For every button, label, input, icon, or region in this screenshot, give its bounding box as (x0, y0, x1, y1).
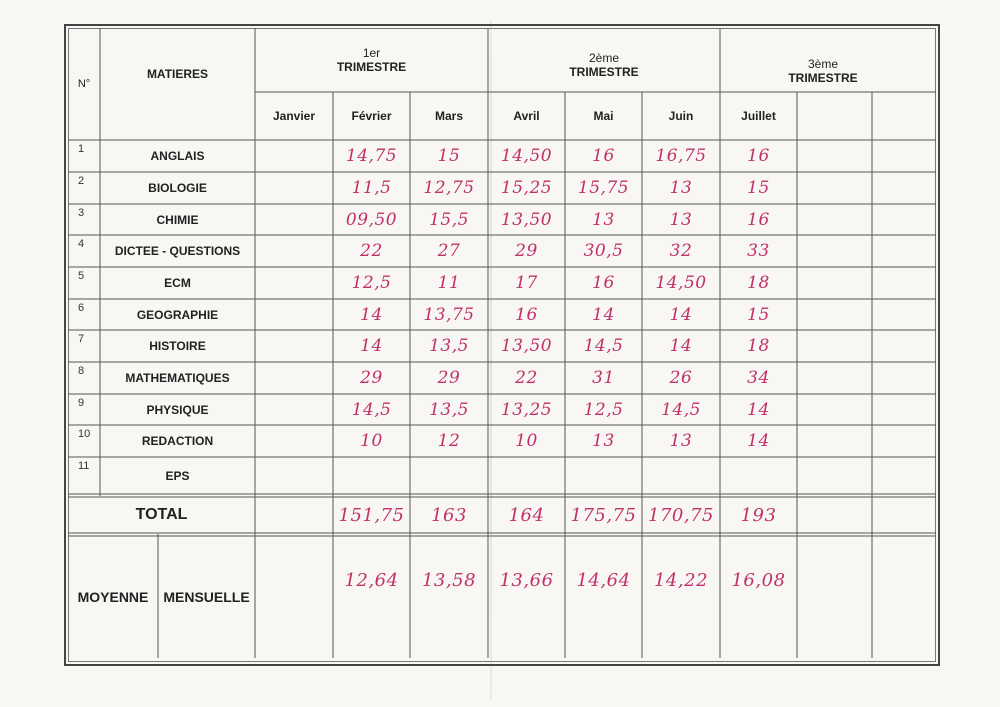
trimester-3-label: TRIMESTRE (788, 71, 858, 85)
total-label: TOTAL (135, 506, 188, 523)
row-number: 11 (78, 460, 90, 472)
grade-cell: 29 (437, 368, 461, 388)
grade-cell: 16 (592, 146, 615, 166)
grade-cell: 22 (360, 241, 383, 261)
grade-cell: 12,5 (583, 399, 624, 420)
grade-cell (642, 457, 720, 494)
grade-cell (255, 425, 333, 457)
grade-cell: 18 (747, 273, 770, 293)
grade-cell (565, 457, 642, 494)
average-cell: 14,22 (653, 569, 709, 591)
num-column-header: N° (77, 78, 91, 90)
grade-cell: 14,5 (583, 336, 624, 356)
grade-cell (255, 235, 333, 267)
month-header-fevrier: Février (351, 109, 392, 123)
grade-cell: 13 (592, 209, 615, 230)
grade-cell (255, 394, 333, 425)
grade-cell: 30,5 (583, 241, 624, 261)
month-header-avril: Avril (513, 109, 540, 123)
average-cell: 14,64 (576, 569, 631, 591)
total-cell: 193 (740, 504, 777, 526)
grade-cell: 15,25 (500, 178, 553, 198)
grade-cell: 14 (592, 304, 615, 325)
trimester-1-header (255, 28, 488, 92)
grade-cell: 15,5 (429, 209, 469, 230)
grade-cell: 15 (747, 304, 770, 325)
grade-cell: 12,75 (423, 178, 475, 198)
grade-cell (720, 457, 797, 494)
grade-cell: 16 (747, 209, 770, 230)
subject-name: REDACTION (141, 434, 214, 448)
trimester-2-ordinal: 2ème (588, 51, 620, 65)
grade-cell: 22 (515, 368, 538, 388)
total-cell: 151,75 (338, 504, 405, 526)
grade-cell: 13 (669, 178, 693, 198)
month-header-mars: Mars (434, 109, 463, 123)
row-number: 7 (78, 333, 85, 345)
grade-cell (410, 457, 488, 494)
grade-cell: 10 (515, 431, 538, 451)
subject-name: EPS (165, 468, 190, 483)
subject-name: CHIMIE (156, 212, 199, 227)
grade-cell: 13 (669, 431, 693, 451)
grade-cell: 11,5 (351, 178, 392, 198)
subject-name: GEOGRAPHIE (136, 307, 219, 322)
grade-cell (333, 457, 410, 494)
grade-cell: 13,25 (500, 399, 553, 420)
total-cell: 163 (431, 504, 467, 526)
grade-cell: 14 (360, 304, 383, 325)
row-number: 1 (78, 143, 85, 155)
row-number: 3 (78, 207, 85, 219)
grade-cell: 14,5 (661, 399, 701, 420)
month-header-janvier: Janvier (272, 109, 316, 123)
grade-cell (255, 172, 333, 204)
grade-cell: 13 (592, 431, 615, 451)
grade-cell (255, 330, 333, 362)
month-header-mai: Mai (593, 109, 614, 123)
grade-cell: 14,75 (345, 146, 398, 166)
grade-cell (488, 457, 565, 494)
grade-cell: 14 (747, 431, 770, 451)
total-cell: 164 (508, 504, 545, 526)
grade-cell: 13,50 (500, 209, 553, 230)
grade-cell: 31 (592, 368, 615, 388)
grade-cell: 16 (592, 273, 615, 293)
grade-cell: 29 (515, 241, 538, 261)
grade-cell: 14,5 (351, 399, 392, 420)
grade-cell: 14 (669, 336, 693, 356)
grade-cell: 34 (747, 368, 770, 388)
total-cell (255, 497, 333, 533)
grade-cell: 10 (360, 431, 383, 451)
grade-cell (255, 267, 333, 299)
grade-cell: 16 (515, 304, 538, 325)
grade-cell (255, 140, 333, 172)
row-number: 10 (78, 428, 91, 440)
row-number: 5 (78, 270, 85, 282)
average-label-part-2: MENSUELLE (163, 589, 250, 605)
grade-cell (255, 362, 333, 394)
average-label-part-1: MOYENNE (77, 589, 149, 605)
grade-cell: 13,5 (429, 399, 469, 420)
grade-cell: 26 (669, 368, 693, 388)
subjects-column-header: MATIERES (146, 67, 209, 81)
grade-cell: 15 (747, 178, 770, 198)
subject-name: ANGLAIS (150, 149, 205, 163)
grade-cell: 27 (437, 241, 461, 261)
grade-cell: 33 (747, 241, 770, 261)
row-number: 6 (78, 302, 85, 314)
subject-name: HISTOIRE (149, 339, 206, 353)
grade-cell: 09,50 (345, 209, 398, 230)
trimester-3-header (720, 28, 936, 92)
grade-cell: 29 (360, 368, 383, 388)
grade-cell: 13,5 (429, 336, 469, 356)
average-cell: 13,58 (421, 569, 477, 591)
total-cell: 175,75 (570, 504, 637, 526)
grade-cell: 12 (437, 431, 461, 451)
trimester-2-label: TRIMESTRE (569, 65, 639, 79)
average-cell (255, 540, 333, 620)
grade-cell: 14 (360, 336, 383, 356)
row-number: 8 (78, 365, 85, 377)
average-cell: 13,66 (499, 569, 554, 591)
row-number: 2 (78, 175, 85, 187)
grade-cell: 15 (437, 146, 461, 166)
grade-cell: 13 (669, 209, 693, 230)
grade-cell: 14,50 (655, 273, 707, 293)
grade-cell (255, 204, 333, 235)
grade-cell: 11 (437, 273, 461, 293)
trimester-3-ordinal: 3ème (807, 57, 839, 71)
row-number: 9 (78, 397, 85, 409)
grade-cell: 13,75 (423, 304, 475, 325)
total-cell: 170,75 (648, 504, 714, 526)
grade-cell: 13,50 (500, 336, 553, 356)
subject-name: PHYSIQUE (146, 402, 209, 417)
grade-cell: 16,75 (655, 146, 707, 166)
grade-cell: 17 (515, 273, 538, 293)
trimester-1-ordinal: 1er (362, 46, 381, 60)
average-cell: 12,64 (344, 569, 399, 591)
row-number: 4 (78, 238, 85, 250)
grade-cell: 18 (747, 336, 770, 356)
grade-cell: 14 (747, 399, 770, 420)
grade-cell (255, 299, 333, 330)
grade-cell: 32 (669, 241, 693, 261)
grade-cell: 14 (669, 304, 693, 325)
trimester-1-label: TRIMESTRE (336, 60, 407, 74)
month-header-juin: Juin (668, 109, 694, 123)
subject-name: DICTEE - QUESTIONS (114, 244, 241, 258)
average-cell: 16,08 (731, 569, 786, 591)
grade-cell: 16 (747, 146, 770, 166)
grade-cell: 15,75 (577, 178, 630, 198)
trimester-2-header (488, 28, 720, 92)
subject-name: BIOLOGIE (148, 181, 207, 195)
subject-name: MATHEMATIQUES (125, 371, 230, 385)
grade-cell: 12,5 (351, 273, 392, 293)
grade-cell (255, 457, 333, 494)
month-header-juillet: Juillet (741, 109, 776, 123)
subject-name: ECM (164, 276, 191, 290)
grade-cell: 14,50 (500, 146, 553, 166)
